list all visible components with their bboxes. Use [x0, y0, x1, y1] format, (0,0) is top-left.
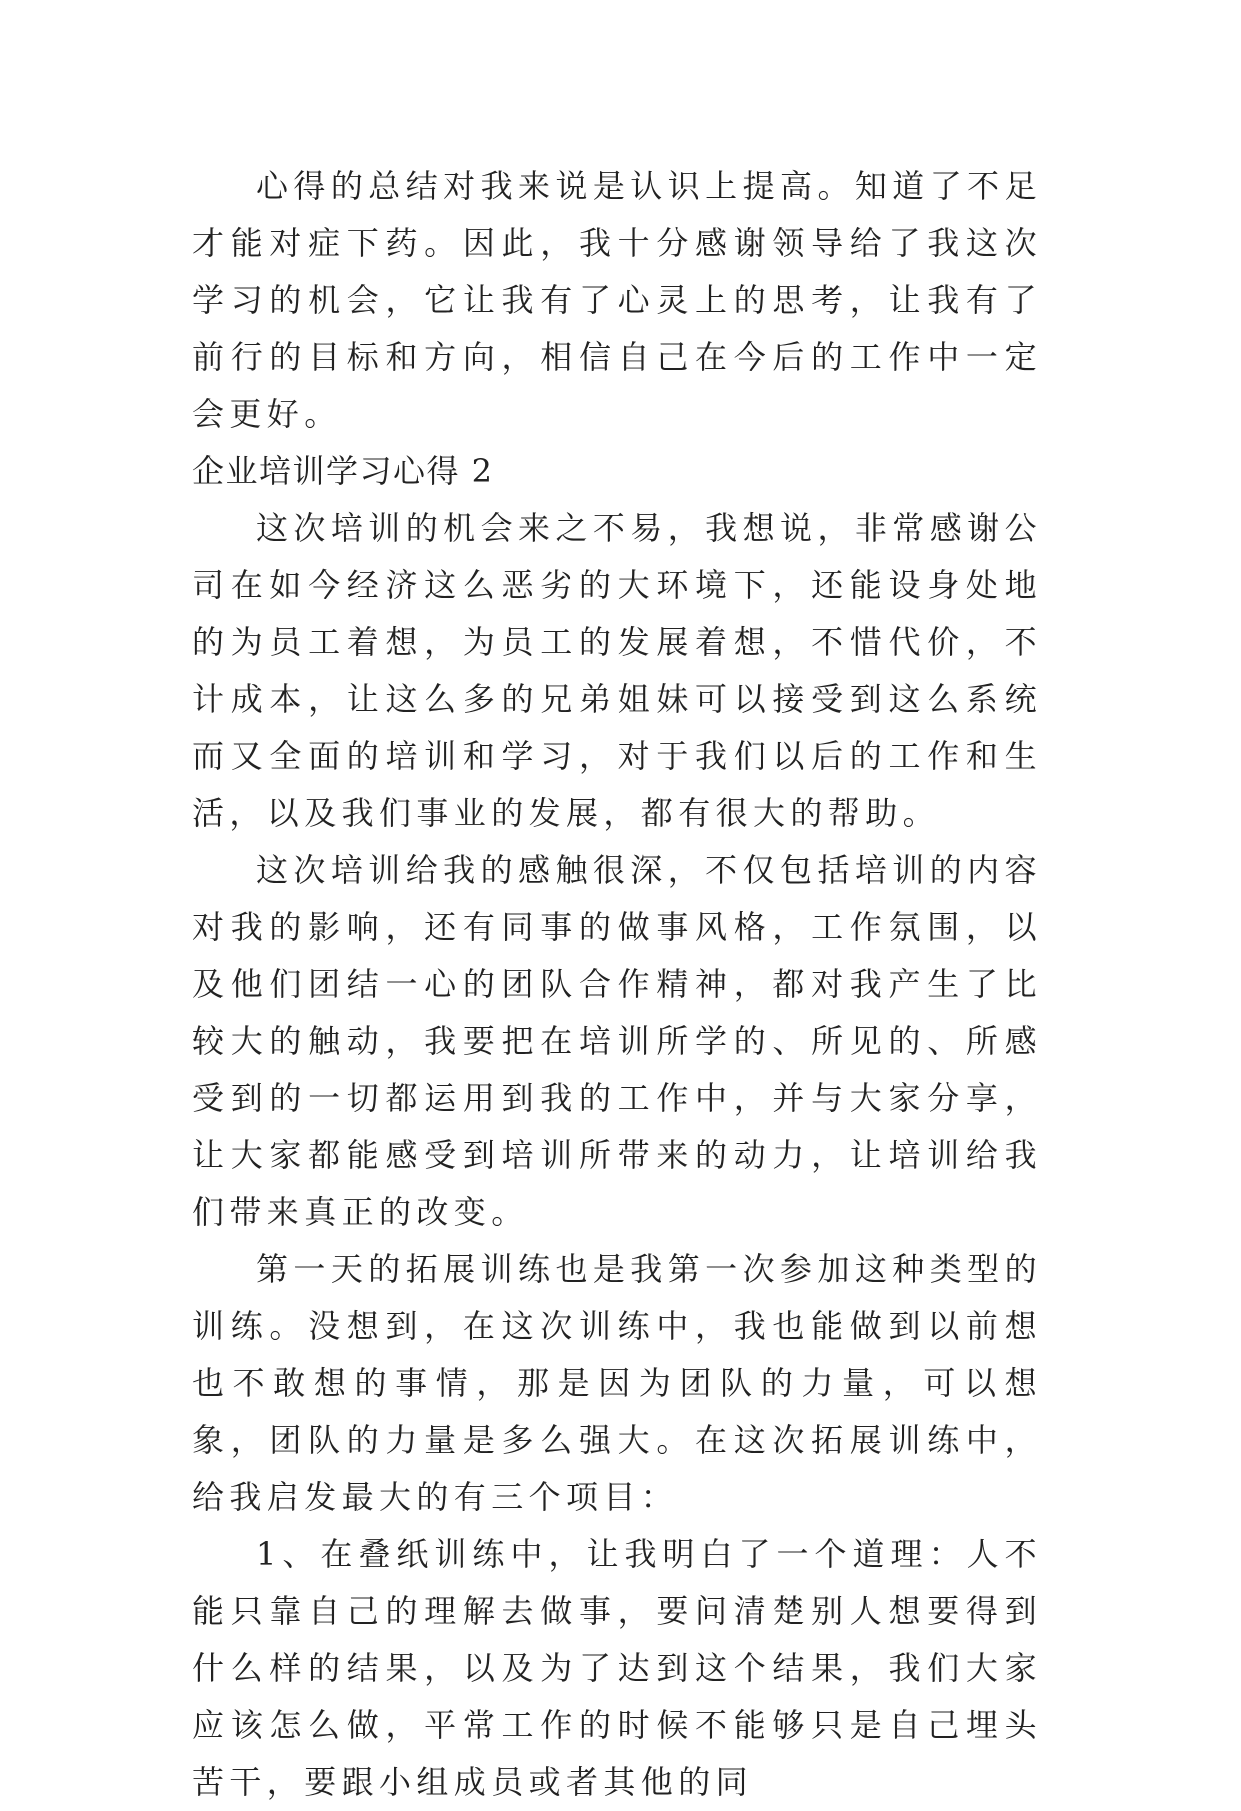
- body-paragraph: 1、在叠纸训练中，让我明白了一个道理：人不能只靠自己的理解去做事，要问清楚别人想要得到什么样的结果，以及为了达到这个结果，我们大家应该怎么做，平常工作的时候不能够只是自己埋头苦干，要跟小组成员或者其他的同: [192, 1535, 1042, 1801]
- body-paragraph: 这次培训给我的感触很深，不仅包括培训的内容对我的影响，还有同事的做事风格，工作氛围，以及他们团结一心的团队合作精神，都对我产生了比较大的触动，我要把在培训所学的、所见的、所感受到的一切都运用到我的工作中，并与大家分享，让大家都能感受到培训所带来的动力，让培训给我们带来真正的改变。: [192, 851, 1042, 1231]
- section-heading: 企业培训学习心得 2: [192, 452, 494, 490]
- document-page: [192, 158, 1042, 1811]
- body-paragraph: 心得的总结对我来说是认识上提高。知道了不足才能对症下药。因此，我十分感谢领导给了我这次学习的机会，它让我有了心灵上的思考，让我有了前行的目标和方向，相信自己在今后的工作中一定会更好。: [192, 167, 1042, 433]
- body-paragraph: 这次培训的机会来之不易，我想说，非常感谢公司在如今经济这么恶劣的大环境下，还能设身处地的为员工着想，为员工的发展着想，不惜代价，不计成本，让这么多的兄弟姐妹可以接受到这么系统而又全面的培训和学习，对于我们以后的工作和生活，以及我们事业的发展，都有很大的帮助。: [192, 509, 1042, 832]
- body-paragraph: 第一天的拓展训练也是我第一次参加这种类型的训练。没想到，在这次训练中，我也能做到以前想也不敢想的事情，那是因为团队的力量，可以想象，团队的力量是多么强大。在这次拓展训练中，给我启发最大的有三个项目：: [192, 1250, 1042, 1516]
